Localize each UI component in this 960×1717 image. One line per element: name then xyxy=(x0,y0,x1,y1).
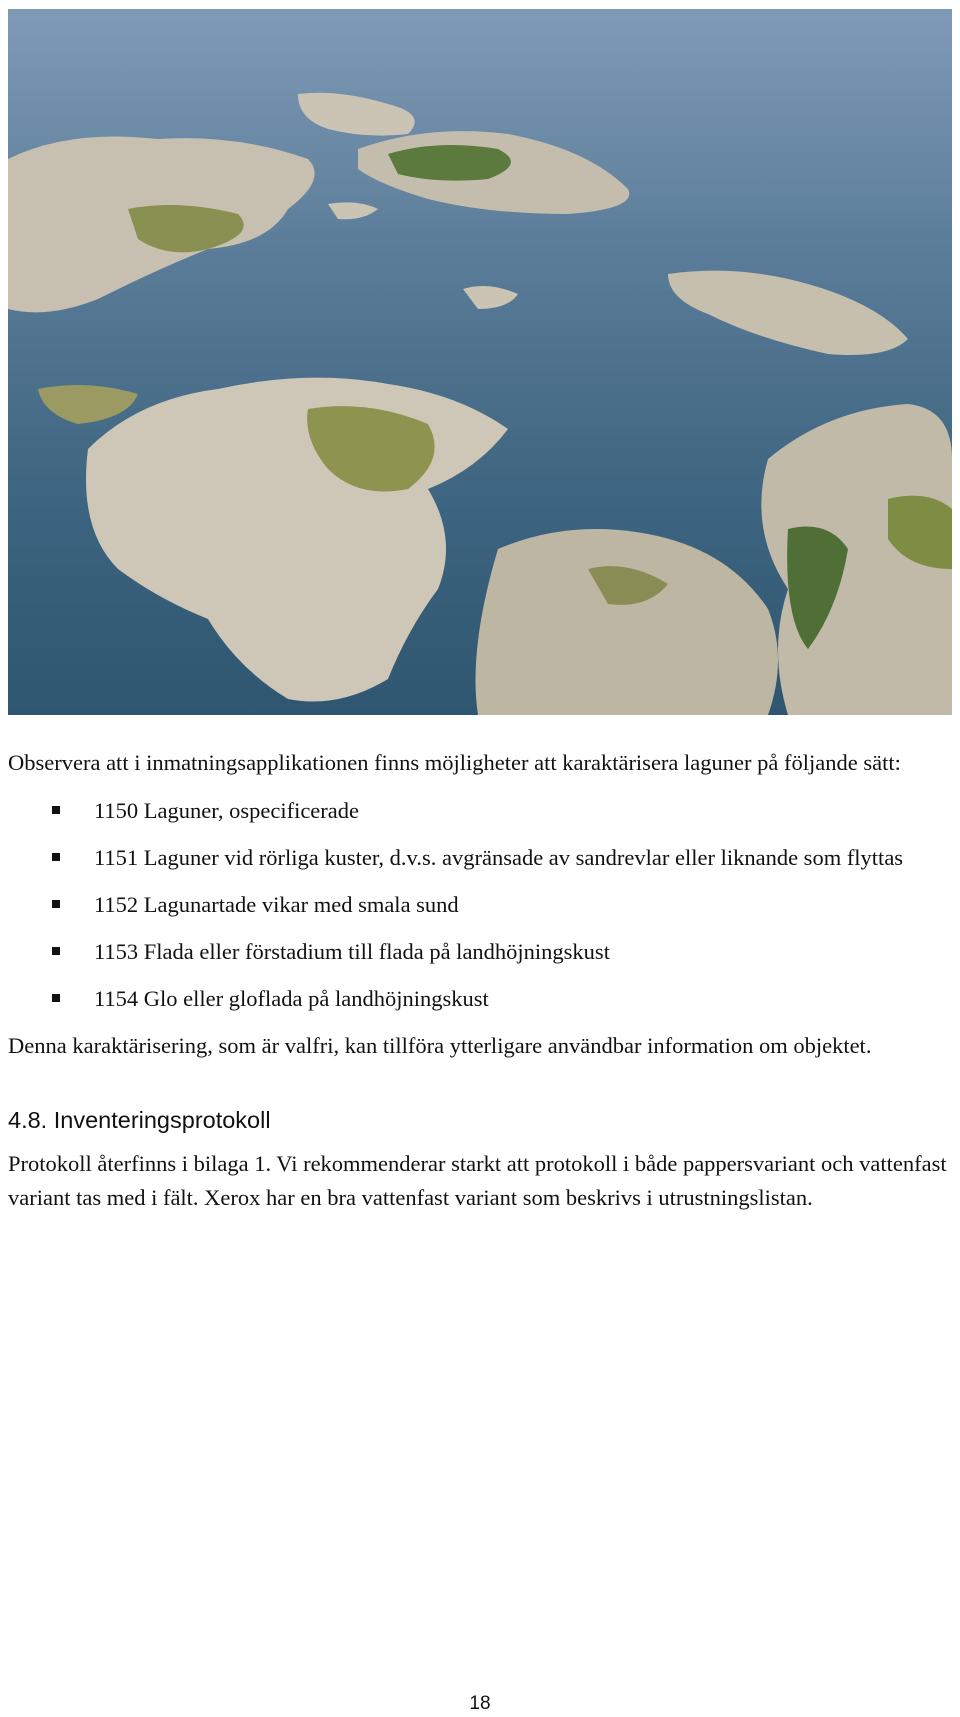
document-body xyxy=(8,746,952,1215)
section-heading: 4.8. Inventeringsprotokoll xyxy=(8,1107,271,1133)
list-item: 1150 Laguner, ospecificerade xyxy=(8,794,952,828)
section-paragraph: Protokoll återfinns i bilaga 1. Vi rekommenderar starkt att protokoll i både pappersvariant och vattenfast variant tas med i fält. Xerox har en bra vattenfast variant som beskrivs i utrustningslistan. xyxy=(8,1151,947,1210)
intro-paragraph: Observera att i inmatningsapplikationen finns möjligheter att karaktärisera laguner på följande sätt: xyxy=(8,750,901,775)
aerial-archipelago-photo xyxy=(8,9,952,715)
list-item: 1152 Lagunartade vikar med smala sund xyxy=(8,888,952,922)
bullet-square-icon xyxy=(52,806,60,814)
bullet-square-icon xyxy=(52,994,60,1002)
page-number: 18 xyxy=(469,1693,491,1714)
bullet-square-icon xyxy=(52,900,60,908)
bullet-square-icon xyxy=(52,853,60,861)
bullet-square-icon xyxy=(52,947,60,955)
list-item: 1154 Glo eller gloflada på landhöjningskust xyxy=(8,982,952,1016)
lagoon-type-list xyxy=(8,794,952,1016)
characterization-paragraph: Denna karaktärisering, som är valfri, kan tillföra ytterligare användbar information om objektet. xyxy=(8,1033,872,1058)
list-item: 1151 Laguner vid rörliga kuster, d.v.s. avgränsade av sandrevlar eller liknande som flyttas xyxy=(8,841,952,875)
list-item: 1153 Flada eller förstadium till flada på landhöjningskust xyxy=(8,935,952,969)
